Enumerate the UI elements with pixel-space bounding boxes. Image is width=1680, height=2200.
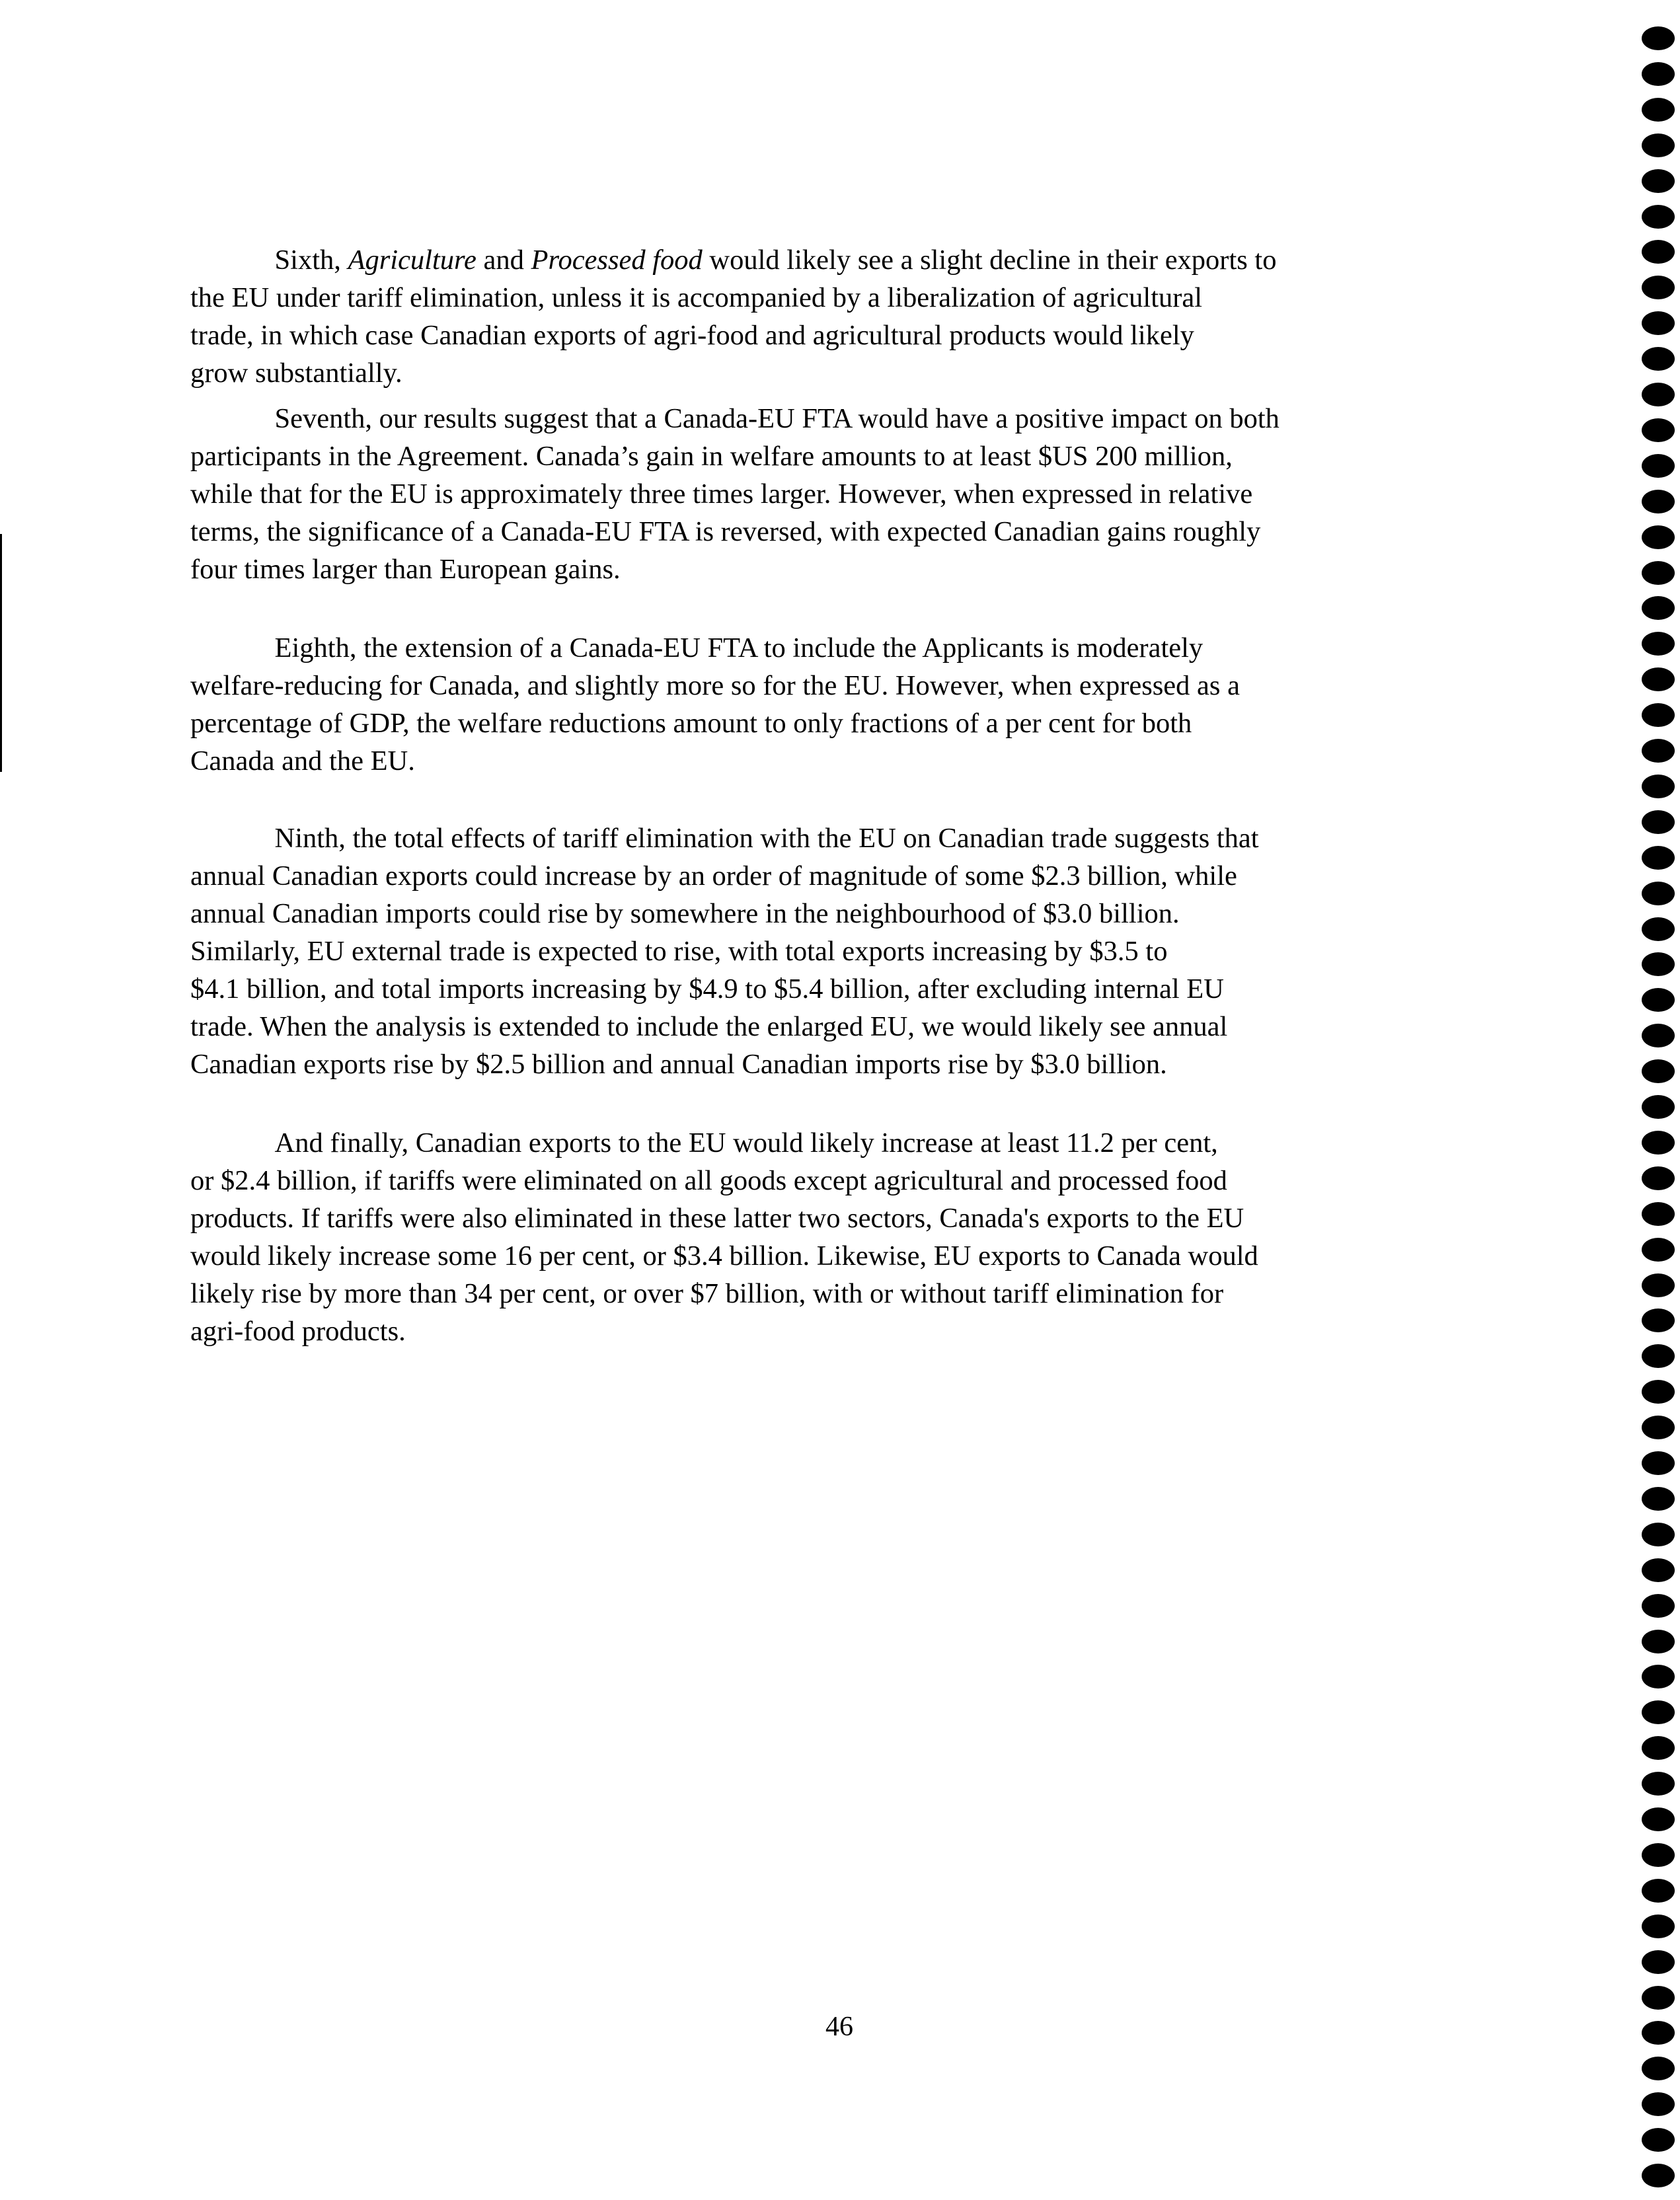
binding-hole <box>1642 1451 1675 1475</box>
paragraph-text: Eighth, the extension of a Canada-EU FTA to include the Applicants is moderately welfare-reducing for Canada, and slightly more so for the EU. However, when expressed as a percentage of GDP, the welfare reductions amount to only fractions of a per cent for both Canada and the EU. <box>190 632 1240 777</box>
page-number: 46 <box>825 2012 853 2042</box>
binding-hole <box>1642 739 1675 763</box>
binding-hole <box>1642 1024 1675 1047</box>
binding-hole <box>1642 988 1675 1012</box>
binding-hole <box>1642 1807 1675 1831</box>
binding-hole <box>1642 917 1675 941</box>
binding-hole <box>1642 133 1675 157</box>
binding-hole <box>1642 98 1675 122</box>
binding-hole <box>1642 561 1675 585</box>
binding-hole <box>1642 1309 1675 1332</box>
binding-hole <box>1642 632 1675 656</box>
scan-edge-mark <box>0 534 2 772</box>
binding-hole <box>1642 1095 1675 1119</box>
binding-hole <box>1642 205 1675 229</box>
paragraph-text: And finally, Canadian exports to the EU would likely increase at least 11.2 per cent, or $2.4 billion, if tariffs were eliminated on all goods except agricultural and processed food products. If tariffs were also eliminated in these latter two sectors, Canada's exports to the EU would likely increase some 16 per cent, or $3.4 billion. Likewise, EU exports to Canada would likely rise by more than 34 per cent, or over $7 billion, with or without tariff elimination for agri-food products. <box>190 1127 1258 1347</box>
binding-hole <box>1642 1879 1675 1903</box>
binding-hole <box>1642 2092 1675 2116</box>
binding-hole <box>1642 454 1675 478</box>
binding-hole <box>1642 1630 1675 1653</box>
paragraph-text: would likely see a slight decline in their exports to the EU under tariff elimination, unless it is accompanied by a liberalization of agricultural trade, in which case Canadian exports of agri-food and agricultural products would likely grow substantially. <box>190 245 1277 389</box>
binding-hole <box>1642 2057 1675 2080</box>
binding-hole <box>1642 1380 1675 1404</box>
binding-hole <box>1642 1344 1675 1368</box>
binding-hole <box>1642 1950 1675 1974</box>
binding-hole <box>1642 1273 1675 1297</box>
binding-hole <box>1642 1131 1675 1155</box>
binding-hole <box>1642 667 1675 691</box>
binding-hole <box>1642 2128 1675 2152</box>
binding-hole <box>1642 1986 1675 2010</box>
binding-hole <box>1642 1772 1675 1796</box>
binding-hole <box>1642 311 1675 335</box>
binding-hole <box>1642 1238 1675 1262</box>
binding-hole <box>1642 1558 1675 1582</box>
binding-hole <box>1642 1059 1675 1083</box>
italic-term-agriculture: Agriculture <box>348 245 477 276</box>
paragraph-ninth <box>190 819 1506 1083</box>
binding-hole <box>1642 169 1675 193</box>
binding-hole <box>1642 810 1675 834</box>
binding-hole <box>1642 62 1675 86</box>
paragraph-text: and <box>476 245 531 276</box>
binding-hole <box>1642 596 1675 620</box>
binding-hole <box>1642 525 1675 549</box>
paragraph-text: Seventh, our results suggest that a Canada-EU FTA would have a positive impact on both participants in the Agreement. Canada’s gain in welfare amounts to at least $US 200 million, while that for the EU is approximately three times larger. However, when expressed in relative terms, the significance of a Canada-EU FTA is reversed, with expected Canadian gains roughly four times larger than European gains. <box>190 403 1279 585</box>
binding-hole <box>1642 1915 1675 1938</box>
binding-hole <box>1642 1166 1675 1190</box>
binding-hole <box>1642 1523 1675 1546</box>
binding-hole <box>1642 383 1675 406</box>
binding-hole <box>1642 775 1675 798</box>
paragraph-text: Ninth, the total effects of tariff elimination with the EU on Canadian trade suggests that annual Canadian exports could increase by an order of magnitude of some $2.3 billion, while annual Canadian imports could rise by somewhere in the neighbourhood of $3.0 billion. Similarly, EU external trade is expected to rise, with total exports increasing by $3.5 to $4.1 billion, and total imports increasing by $4.9 to $5.4 billion, after excluding internal EU trade. When the analysis is extended to include the enlarged EU, we would likely see annual Canadian exports rise by $2.5 billion and annual Canadian imports rise by $3.0 billion. <box>190 823 1259 1080</box>
binding-hole <box>1642 240 1675 264</box>
binding-holes <box>1636 0 1680 2200</box>
binding-hole <box>1642 1202 1675 1226</box>
binding-hole <box>1642 1416 1675 1439</box>
binding-hole <box>1642 952 1675 976</box>
paragraph-seventh <box>190 400 1506 588</box>
binding-hole <box>1642 846 1675 870</box>
binding-hole <box>1642 490 1675 513</box>
binding-hole <box>1642 26 1675 50</box>
paragraph-eighth <box>190 629 1506 780</box>
binding-hole <box>1642 1843 1675 1867</box>
binding-hole <box>1642 1736 1675 1760</box>
paragraph-sixth <box>190 204 1506 392</box>
paragraph-text: Sixth, <box>190 245 348 276</box>
binding-hole <box>1642 276 1675 299</box>
binding-hole <box>1642 2021 1675 2045</box>
binding-hole <box>1642 882 1675 905</box>
binding-hole <box>1642 1487 1675 1511</box>
binding-hole <box>1642 1594 1675 1618</box>
italic-term-processed-food: Processed food <box>531 245 703 276</box>
paragraph-finally <box>190 1124 1506 1350</box>
binding-hole <box>1642 2164 1675 2187</box>
binding-hole <box>1642 1700 1675 1724</box>
binding-hole <box>1642 703 1675 727</box>
binding-hole <box>1642 418 1675 442</box>
binding-hole <box>1642 347 1675 371</box>
binding-hole <box>1642 1665 1675 1688</box>
